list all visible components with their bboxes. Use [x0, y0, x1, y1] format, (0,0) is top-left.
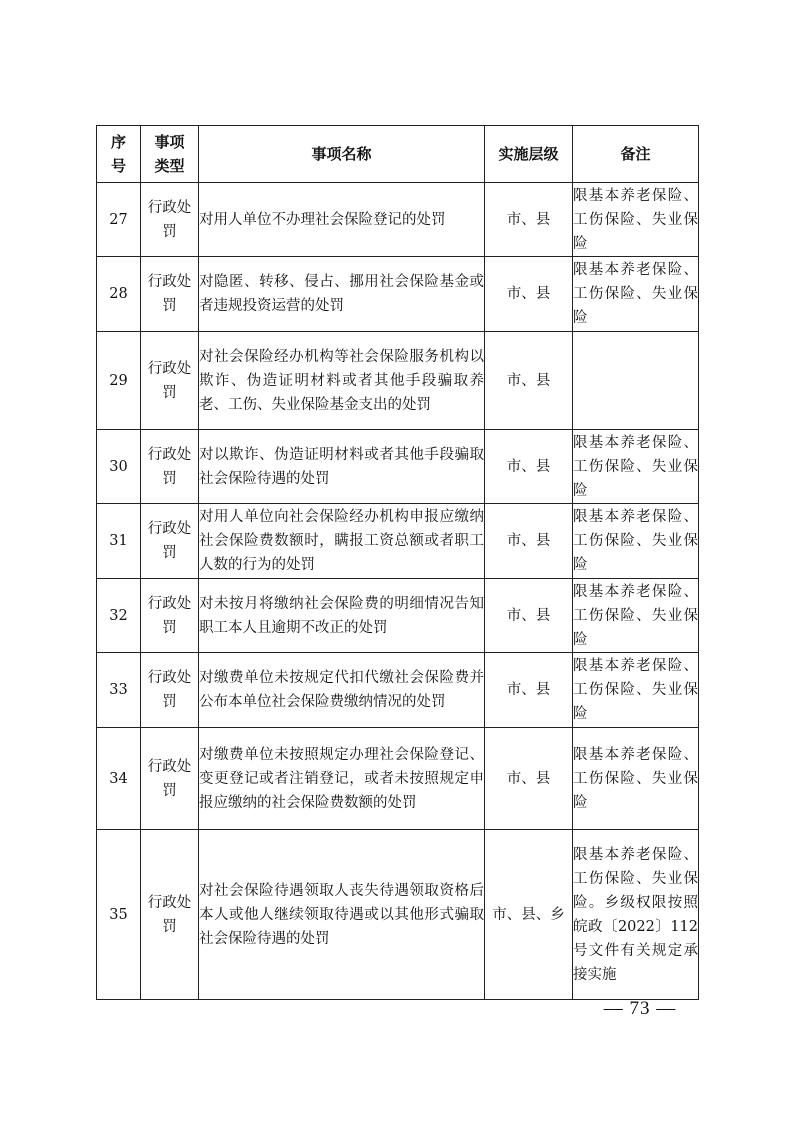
row-note: 限基本养老保险、工伤保险、失业保险 [573, 579, 699, 653]
row-seq: 32 [97, 579, 141, 653]
table-row [97, 332, 699, 430]
row-type: 行政处罚 [141, 728, 199, 830]
row-seq: 27 [97, 183, 141, 257]
table-row [97, 257, 699, 332]
row-type: 行政处罚 [141, 257, 199, 332]
row-type: 行政处罚 [141, 653, 199, 728]
table-row [97, 653, 699, 728]
table-row [97, 430, 699, 504]
row-note: 限基本养老保险、工伤保险、失业保险 [573, 504, 699, 579]
row-type: 行政处罚 [141, 430, 199, 504]
table-body [97, 183, 699, 1000]
row-name: 对隐匿、转移、侵占、挪用社会保险基金或者违规投资运营的处罚 [199, 257, 485, 332]
row-type: 行政处罚 [141, 183, 199, 257]
row-note: 限基本养老保险、工伤保险、失业保险 [573, 257, 699, 332]
row-name: 对社会保险经办机构等社会保险服务机构以欺诈、伪造证明材料或者其他手段骗取养老、工伤、失业保险基金支出的处罚 [199, 332, 485, 430]
header-name: 事项名称 [199, 126, 485, 183]
row-name: 对未按月将缴纳社会保险费的明细情况告知职工本人且逾期不改正的处罚 [199, 579, 485, 653]
row-level: 市、县 [485, 579, 573, 653]
row-type: 行政处罚 [141, 332, 199, 430]
row-seq: 34 [97, 728, 141, 830]
row-seq: 29 [97, 332, 141, 430]
row-name: 对缴费单位未按照规定办理社会保险登记、变更登记或者注销登记，或者未按照规定申报应缴纳的社会保险费数额的处罚 [199, 728, 485, 830]
row-name: 对用人单位向社会保险经办机构申报应缴纳社会保险费数额时，瞒报工资总额或者职工人数的行为的处罚 [199, 504, 485, 579]
row-level: 市、县 [485, 653, 573, 728]
row-name: 对用人单位不办理社会保险登记的处罚 [199, 183, 485, 257]
table-row [97, 830, 699, 1000]
row-level: 市、县 [485, 257, 573, 332]
row-seq: 28 [97, 257, 141, 332]
page-number: — 73 — [603, 998, 677, 1019]
header-type: 事项类型 [141, 126, 199, 183]
table-row [97, 579, 699, 653]
row-note: 限基本养老保险、工伤保险、失业保险 [573, 183, 699, 257]
row-level: 市、县、乡 [485, 830, 573, 1000]
row-name: 对以欺诈、伪造证明材料或者其他手段骗取社会保险待遇的处罚 [199, 430, 485, 504]
row-note: 限基本养老保险、工伤保险、失业保险。乡级权限按照皖政〔2022〕112号文件有关规定承接实施 [573, 830, 699, 1000]
header-seq: 序号 [97, 126, 141, 183]
row-level: 市、县 [485, 183, 573, 257]
row-level: 市、县 [485, 332, 573, 430]
row-type: 行政处罚 [141, 830, 199, 1000]
row-type: 行政处罚 [141, 579, 199, 653]
row-level: 市、县 [485, 504, 573, 579]
table-row [97, 728, 699, 830]
row-type: 行政处罚 [141, 504, 199, 579]
row-name: 对缴费单位未按规定代扣代缴社会保险费并公布本单位社会保险费缴纳情况的处罚 [199, 653, 485, 728]
row-seq: 31 [97, 504, 141, 579]
row-level: 市、县 [485, 430, 573, 504]
row-name: 对社会保险待遇领取人丧失待遇领取资格后本人或他人继续领取待遇或以其他形式骗取社会保险待遇的处罚 [199, 830, 485, 1000]
header-note: 备注 [573, 126, 699, 183]
header-level: 实施层级 [485, 126, 573, 183]
matters-table [96, 125, 699, 1000]
table-header [97, 126, 699, 183]
table-row [97, 504, 699, 579]
row-level: 市、县 [485, 728, 573, 830]
table-row [97, 183, 699, 257]
header-row [97, 126, 699, 183]
row-note [573, 332, 699, 430]
row-seq: 35 [97, 830, 141, 1000]
row-seq: 33 [97, 653, 141, 728]
row-note: 限基本养老保险、工伤保险、失业保险 [573, 430, 699, 504]
row-seq: 30 [97, 430, 141, 504]
row-note: 限基本养老保险、工伤保险、失业保险 [573, 653, 699, 728]
row-note: 限基本养老保险、工伤保险、失业保险 [573, 728, 699, 830]
